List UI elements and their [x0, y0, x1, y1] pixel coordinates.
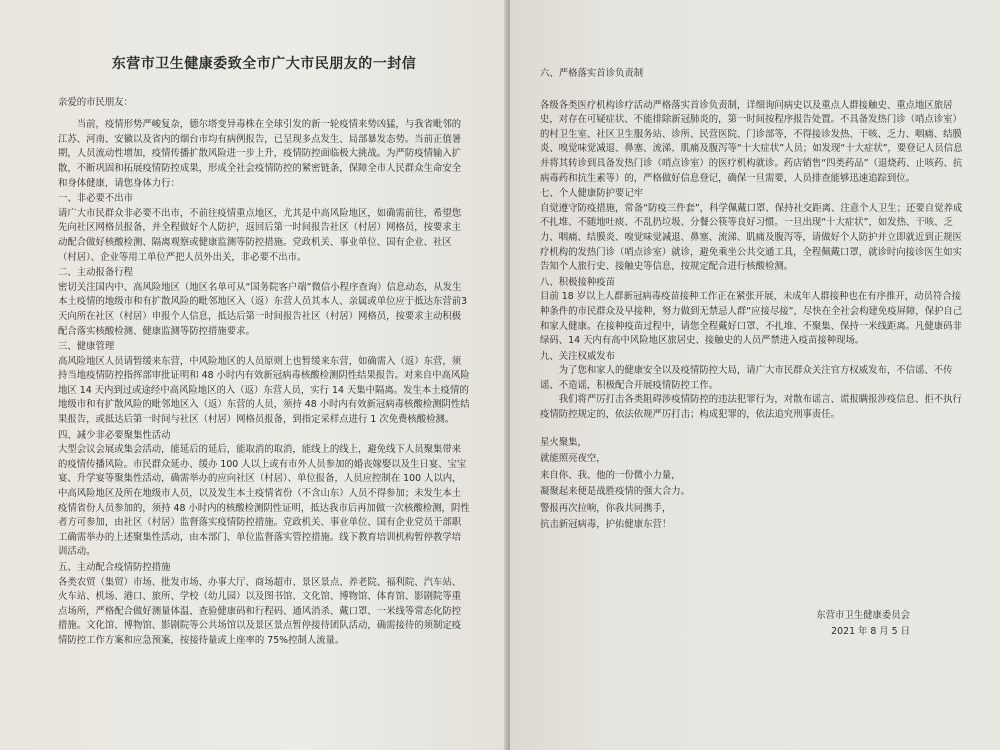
- section-8-body: 目前 18 岁以上人群新冠病毒疫苗接种工作正在紧张开展，未成年人群接种也在有序推开，动员符合接种条件的市民群众及早接种，努力做到无禁忌人群“应接尽接”，尽快在全社会构建免疫屏障，保护自己和家人健康。在接种疫苗过程中，请您全程戴好口罩、不扎堆、不聚集、保持一米线距离。凡健康码非绿码、14 天内有高中风险地区旅居史、接触史的人员严禁进入疫苗接种现场。: [540, 291, 963, 347]
- section-9-body: 为了您和家人的健康安全以及疫情防控大局，请广大市民群众关注官方权威发布，不信谣、不传谣、不造谣，积极配合开展疫情防控工作。: [540, 365, 953, 391]
- section-1-body: 请广大市民群众非必要不出市，不前往疫情重点地区，尤其是中高风险地区，如确需前往，希望您先向社区网格员报备，并全程做好个人防护，返回后第一时间报告社区（村居）网格员，按要求主动配合做好核酸检测、隔离观察或健康监测等防控措施。党政机关、事业单位、国有企业、社区（村居）、企业等用工单位严把人员外出关，非必要不出市。: [58, 207, 462, 263]
- section-3-body: 高风险地区人员请暂缓来东营，中风险地区的人员原则上也暂缓来东营，如确需入（返）东营，须持当地疫情防控指挥部审批证明和 48 小时内有效新冠病毒核酸检测阴性结果报告。对来自中高风险地区 14 天内到过或途经中高风险地区的入（返）东营人员，实行 14 天集中隔离。发生本土疫情的地级市和有扩散风险的毗邻地区入（返）东营的人员，须持 48 小时内有效新冠病毒核酸检测阴性结果报告，或抵达后第一时间与社区（村居）网格员报备，到指定采样点进行 1 次免费核酸检测。: [58, 355, 470, 426]
- section-8-heading: 八、积极接种疫苗: [540, 276, 616, 288]
- letter-date: 2021 年 8 月 5 日: [831, 625, 910, 637]
- section-2-body: 密切关注国内中、高风险地区（地区名单可从“国务院客户端”微信小程序查询）信息动态，从发生本土疫情的地级市和有扩散风险的毗邻地区入（返）东营人员其本人、亲属或单位应于抵达东营前3天向所在社区（村居）申报个人信息，抵达后第一时间报告社区（村居）网格员，按要求主动积极配合落实核酸检测、健康监测等防控措施要求。: [58, 281, 468, 337]
- closing-poem: [540, 435, 970, 534]
- section-6-body: 各级各类医疗机构诊疗活动严格落实首诊负责制，详细询问病史以及重点人群接触史、重点地区旅居史，对存在可疑症状、不能排除新冠肺炎的，第一时间按程序报告处置。不具备发热门诊（哨点诊室）的村卫生室、社区卫生服务站、诊所、民营医院、门诊部等，不得接诊发热、干咳、乏力、咽痛、结膜炎、嗅觉味觉减退、鼻塞、流涕、肌痛及腹泻等“十大症状”人员；如发现“十大症状”，要登记人员信息并将其转诊到具备发热门诊（哨点诊室）的医疗机构就诊。药店销售“四类药品”（退烧药、止咳药、抗病毒药和抗生素等）的，严格做好信息登记，确保一旦需要，人员排查能够迅速追踪到位。: [540, 99, 963, 184]
- section-1-heading: 一、非必要不出市: [58, 193, 134, 205]
- poem-line: 星火聚集，: [540, 436, 587, 448]
- section-5-body: 各类农贸（集贸）市场、批发市场、办事大厅、商场超市、景区景点、养老院、福利院、汽车站、火车站、机场、港口、旅所、学校（幼儿园）以及图书馆、文化馆、博物馆、体育馆、影剧院等重点场所，严格配合做好测量体温、查验健康码和行程码、通风消杀、戴口罩、一米线等常态化防控措施。文化馆、博物馆、影剧院等公共场馆以及景区景点暂停接待团队活动，确需接待的须制定疫情防控工作方案和应急预案，按接待量或上座率的 75%控制人流量。: [58, 576, 462, 646]
- section-7-body: 自觉遵守防疫措施，常备“防疫三件套”，科学佩戴口罩、保持社交距离、注意个人卫生；还要自觉养成不扎堆、不随地吐痰、不乱扔垃圾、分餐公筷等良好习惯。一旦出现“十大症状”，如发热、干咳、乏力、咽痛、结膜炎、嗅觉味觉减退、鼻塞、流涕、肌痛及腹泻等，请做好个人防护并立即就近到正规医疗机构的发热门诊（哨点诊室）就诊，避免乘坐公共交通工具，全程佩戴口罩，就诊时向接诊医生如实告知个人旅行史、接触史等信息，按规定配合进行核酸检测。: [540, 202, 963, 273]
- section-5-heading: 五、主动配合疫情防控措施: [58, 562, 171, 573]
- section-4-heading: 四、减少非必要聚集性活动: [58, 429, 171, 441]
- signature-block: [540, 608, 970, 640]
- signature: 东营市卫生健康委员会: [816, 609, 910, 621]
- letter-title: 东营市卫生健康委致全市广大市民朋友的一封信: [111, 56, 417, 72]
- poem-line: 凝聚起来便是战胜疫情的强大合力。: [540, 486, 691, 498]
- salutation: 亲爱的市民朋友：: [58, 96, 134, 108]
- section-2-heading: 二、主动报备行程: [58, 267, 134, 279]
- intro-paragraph: 当前，疫情形势严峻复杂，德尔塔变异毒株在全球引发的新一轮疫情来势凶猛，与我省毗邻的江苏、河南、安徽以及省内的烟台市均有病例报告，已呈现多点发生、局部暴发态势。当前正值暑期，人员流动性增加，疫情传播扩散风险进一步上升，疫情防控面临极大挑战。为严防疫情输入扩散，不断巩固和拓展疫情防控成果，形成全社会疫情防控的紧密链条，保障全市人民群众生命安全和身体健康，请您身体力行：: [58, 119, 462, 189]
- section-4-body: 大型会议会展或集会活动，能延后的延后，能取消的取消，能线上的线上，避免线下人员聚集带来的疫情传播风险。市民群众延办、缓办 100 人以上或有市外人员参加的婚丧嫁娶以及生日宴、宝宝宴、升学宴等聚集性活动，确需举办的应向社区（村居）、单位报备，人员应控制在 100 人以内，中高风险地区及所在地级市人员，以及发生本土疫情省份（不含山东）人员不得参加；未发生本土疫情省份人员参加的，须持 48 小时内的核酸检测阴性证明，抵达我市后再加做一次核酸检测，阴性者方可参加，由社区（村居）监督落实疫情防控措施。党政机关、事业单位、国有企业党员干部职工确需举办的上述聚集性活动，由本部门、单位监督落实管控措施。线下教育培训机构暂停教学培训活动。: [58, 444, 470, 558]
- section-6-heading: 六、严格落实首诊负责制: [540, 68, 644, 79]
- section-7-heading: 七、个人健康防护要记牢: [540, 188, 644, 200]
- poem-line: 就能照亮夜空，: [540, 453, 606, 465]
- poem-line: 抗击新冠病毒，护佑健康东营！: [540, 519, 672, 531]
- section-9-body-2: 我们将严厉打击各类阻碍涉疫情防控的违法犯罪行为，对散布谣言、谎报瞒报涉疫信息、拒不执行疫情防控规定的，依法依规严厉打击；构成犯罪的，依法追究刑事责任。: [540, 394, 962, 421]
- section-9-heading: 九、关注权威发布: [540, 350, 616, 362]
- right-page: [510, 0, 1000, 750]
- section-3-heading: 三、健康管理: [58, 341, 115, 353]
- poem-line: 来自你、我、他的一份微小力量，: [540, 469, 681, 481]
- poem-line: 警报再次拉响，你我共同携手，: [540, 502, 672, 514]
